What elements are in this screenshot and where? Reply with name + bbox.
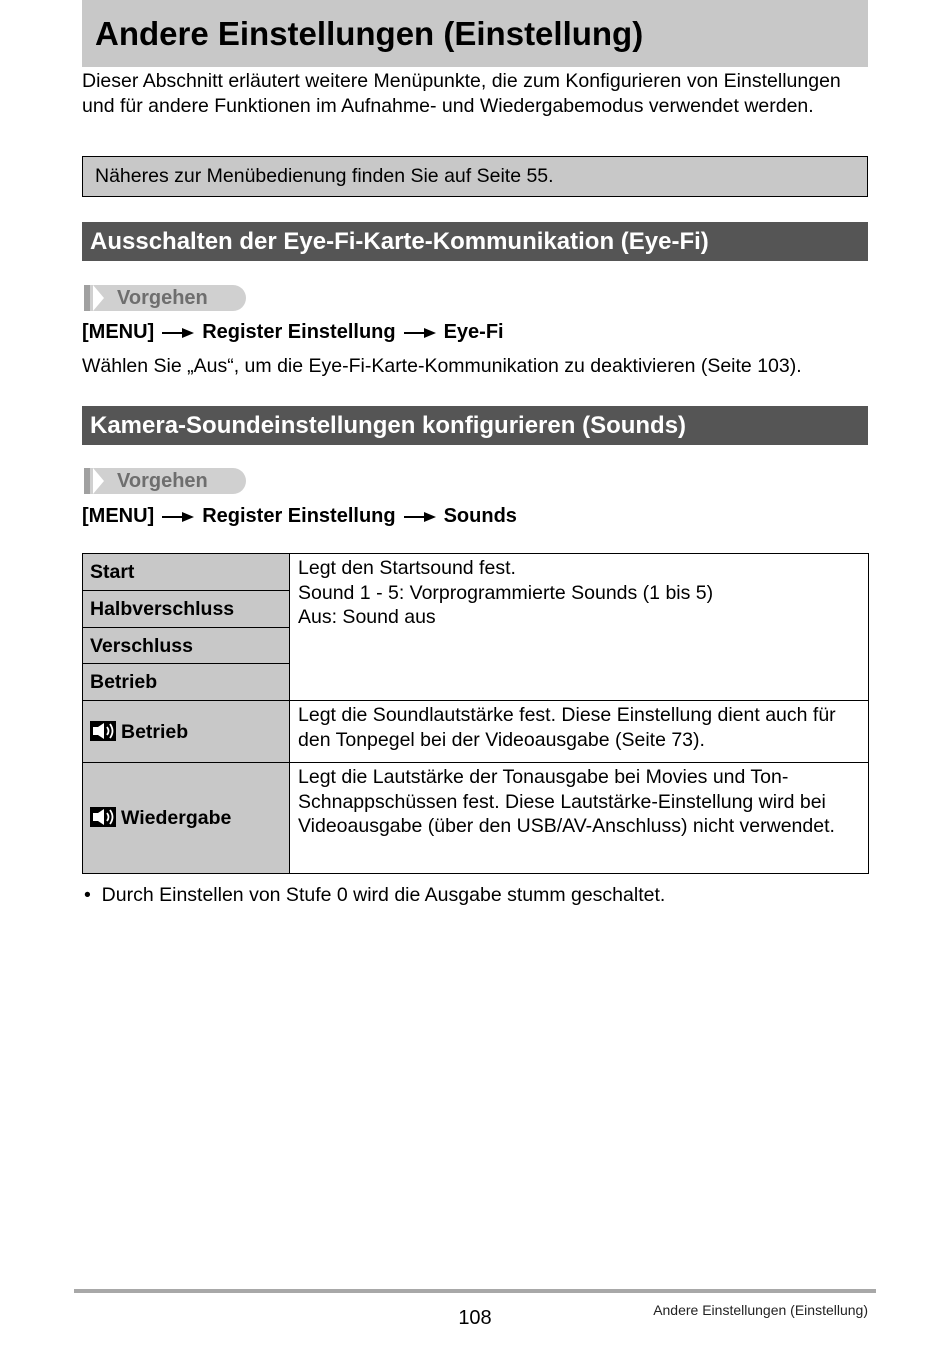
desc-line: Aus: Sound aus [298, 606, 436, 628]
table-key-cell: Start [83, 554, 290, 591]
menu-path-eye-fi [82, 319, 504, 345]
table-row [83, 554, 869, 591]
page-number: 108 [458, 1307, 492, 1329]
menu-path-step: Sounds [443, 505, 517, 527]
menu-path-step: [MENU] [82, 321, 155, 343]
procedure-label-text: Vorgehen [117, 470, 208, 492]
table-row [83, 763, 869, 874]
sounds-table [82, 553, 869, 874]
menu-path-sounds [82, 503, 517, 529]
menu-path-step: Register Einstellung [202, 321, 396, 343]
bullet-note-text: Durch Einstellen von Stufe 0 wird die Ausgabe stumm geschaltet. [101, 884, 666, 906]
arrow-right-icon [162, 328, 194, 338]
desc-line: Legt den Startsound fest. [298, 557, 516, 579]
chevron-icon [93, 285, 104, 311]
note-text: Näheres zur Menübedienung finden Sie auf Seite 55. [95, 165, 554, 187]
section-heading-eye-fi: Ausschalten der Eye-Fi-Karte-Kommunikation (Eye-Fi) [82, 222, 868, 261]
table-key-cell [83, 763, 290, 874]
procedure-label-text: Vorgehen [117, 287, 208, 309]
note-box [82, 156, 868, 197]
intro-paragraph: Dieser Abschnitt erläutert weitere Menüpunkte, die zum Konfigurieren von Einstellungen und für andere Funktionen im Aufnahme- und Wiedergabemodus verwendet werden. [82, 70, 841, 117]
table-desc-cell [290, 554, 869, 701]
table-key-cell: Betrieb [83, 664, 290, 701]
table-row [83, 701, 869, 763]
table-key-cell: Halbverschluss [83, 591, 290, 628]
table-key-cell [83, 701, 290, 763]
speaker-icon [90, 807, 116, 827]
menu-path-step: Eye-Fi [443, 321, 504, 343]
table-desc-cell: Legt die Lautstärke der Tonausgabe bei Movies und Ton-Schnappschüssen fest. Diese Lautstärke-Einstellung wird bei Videoausgabe (über den USB/AV-Anschluss) nicht verwendet. [290, 763, 869, 874]
footer-title: Andere Einstellungen (Einstellung) [653, 1302, 868, 1318]
table-key-text: Wiedergabe [121, 807, 232, 829]
footer-divider [74, 1289, 876, 1293]
eye-fi-description: Wählen Sie „Aus“, um die Eye-Fi-Karte-Kommunikation zu deaktivieren (Seite 103). [82, 355, 802, 377]
chevron-icon [93, 468, 104, 494]
procedure-label [84, 285, 246, 311]
desc-line: Sound 1 - 5: Vorprogrammierte Sounds (1 bis 5) [298, 581, 714, 604]
speaker-icon [90, 721, 116, 741]
menu-path-step: [MENU] [82, 505, 155, 527]
section-heading-sounds: Kamera-Soundeinstellungen konfigurieren (Sounds) [82, 406, 868, 445]
bullet-note [84, 883, 665, 907]
table-desc-cell: Legt die Soundlautstärke fest. Diese Einstellung dient auch für den Tonpegel bei der Videoausgabe (Seite 73). [290, 701, 869, 763]
menu-path-step: Register Einstellung [202, 505, 396, 527]
table-key-text: Betrieb [121, 720, 189, 743]
arrow-right-icon [162, 512, 194, 522]
page-title: Andere Einstellungen (Einstellung) [82, 0, 868, 67]
arrow-right-icon [404, 328, 436, 338]
arrow-right-icon [404, 512, 436, 522]
procedure-label [84, 468, 246, 494]
bullet-icon: • [84, 884, 91, 906]
table-key-cell: Verschluss [83, 628, 290, 664]
